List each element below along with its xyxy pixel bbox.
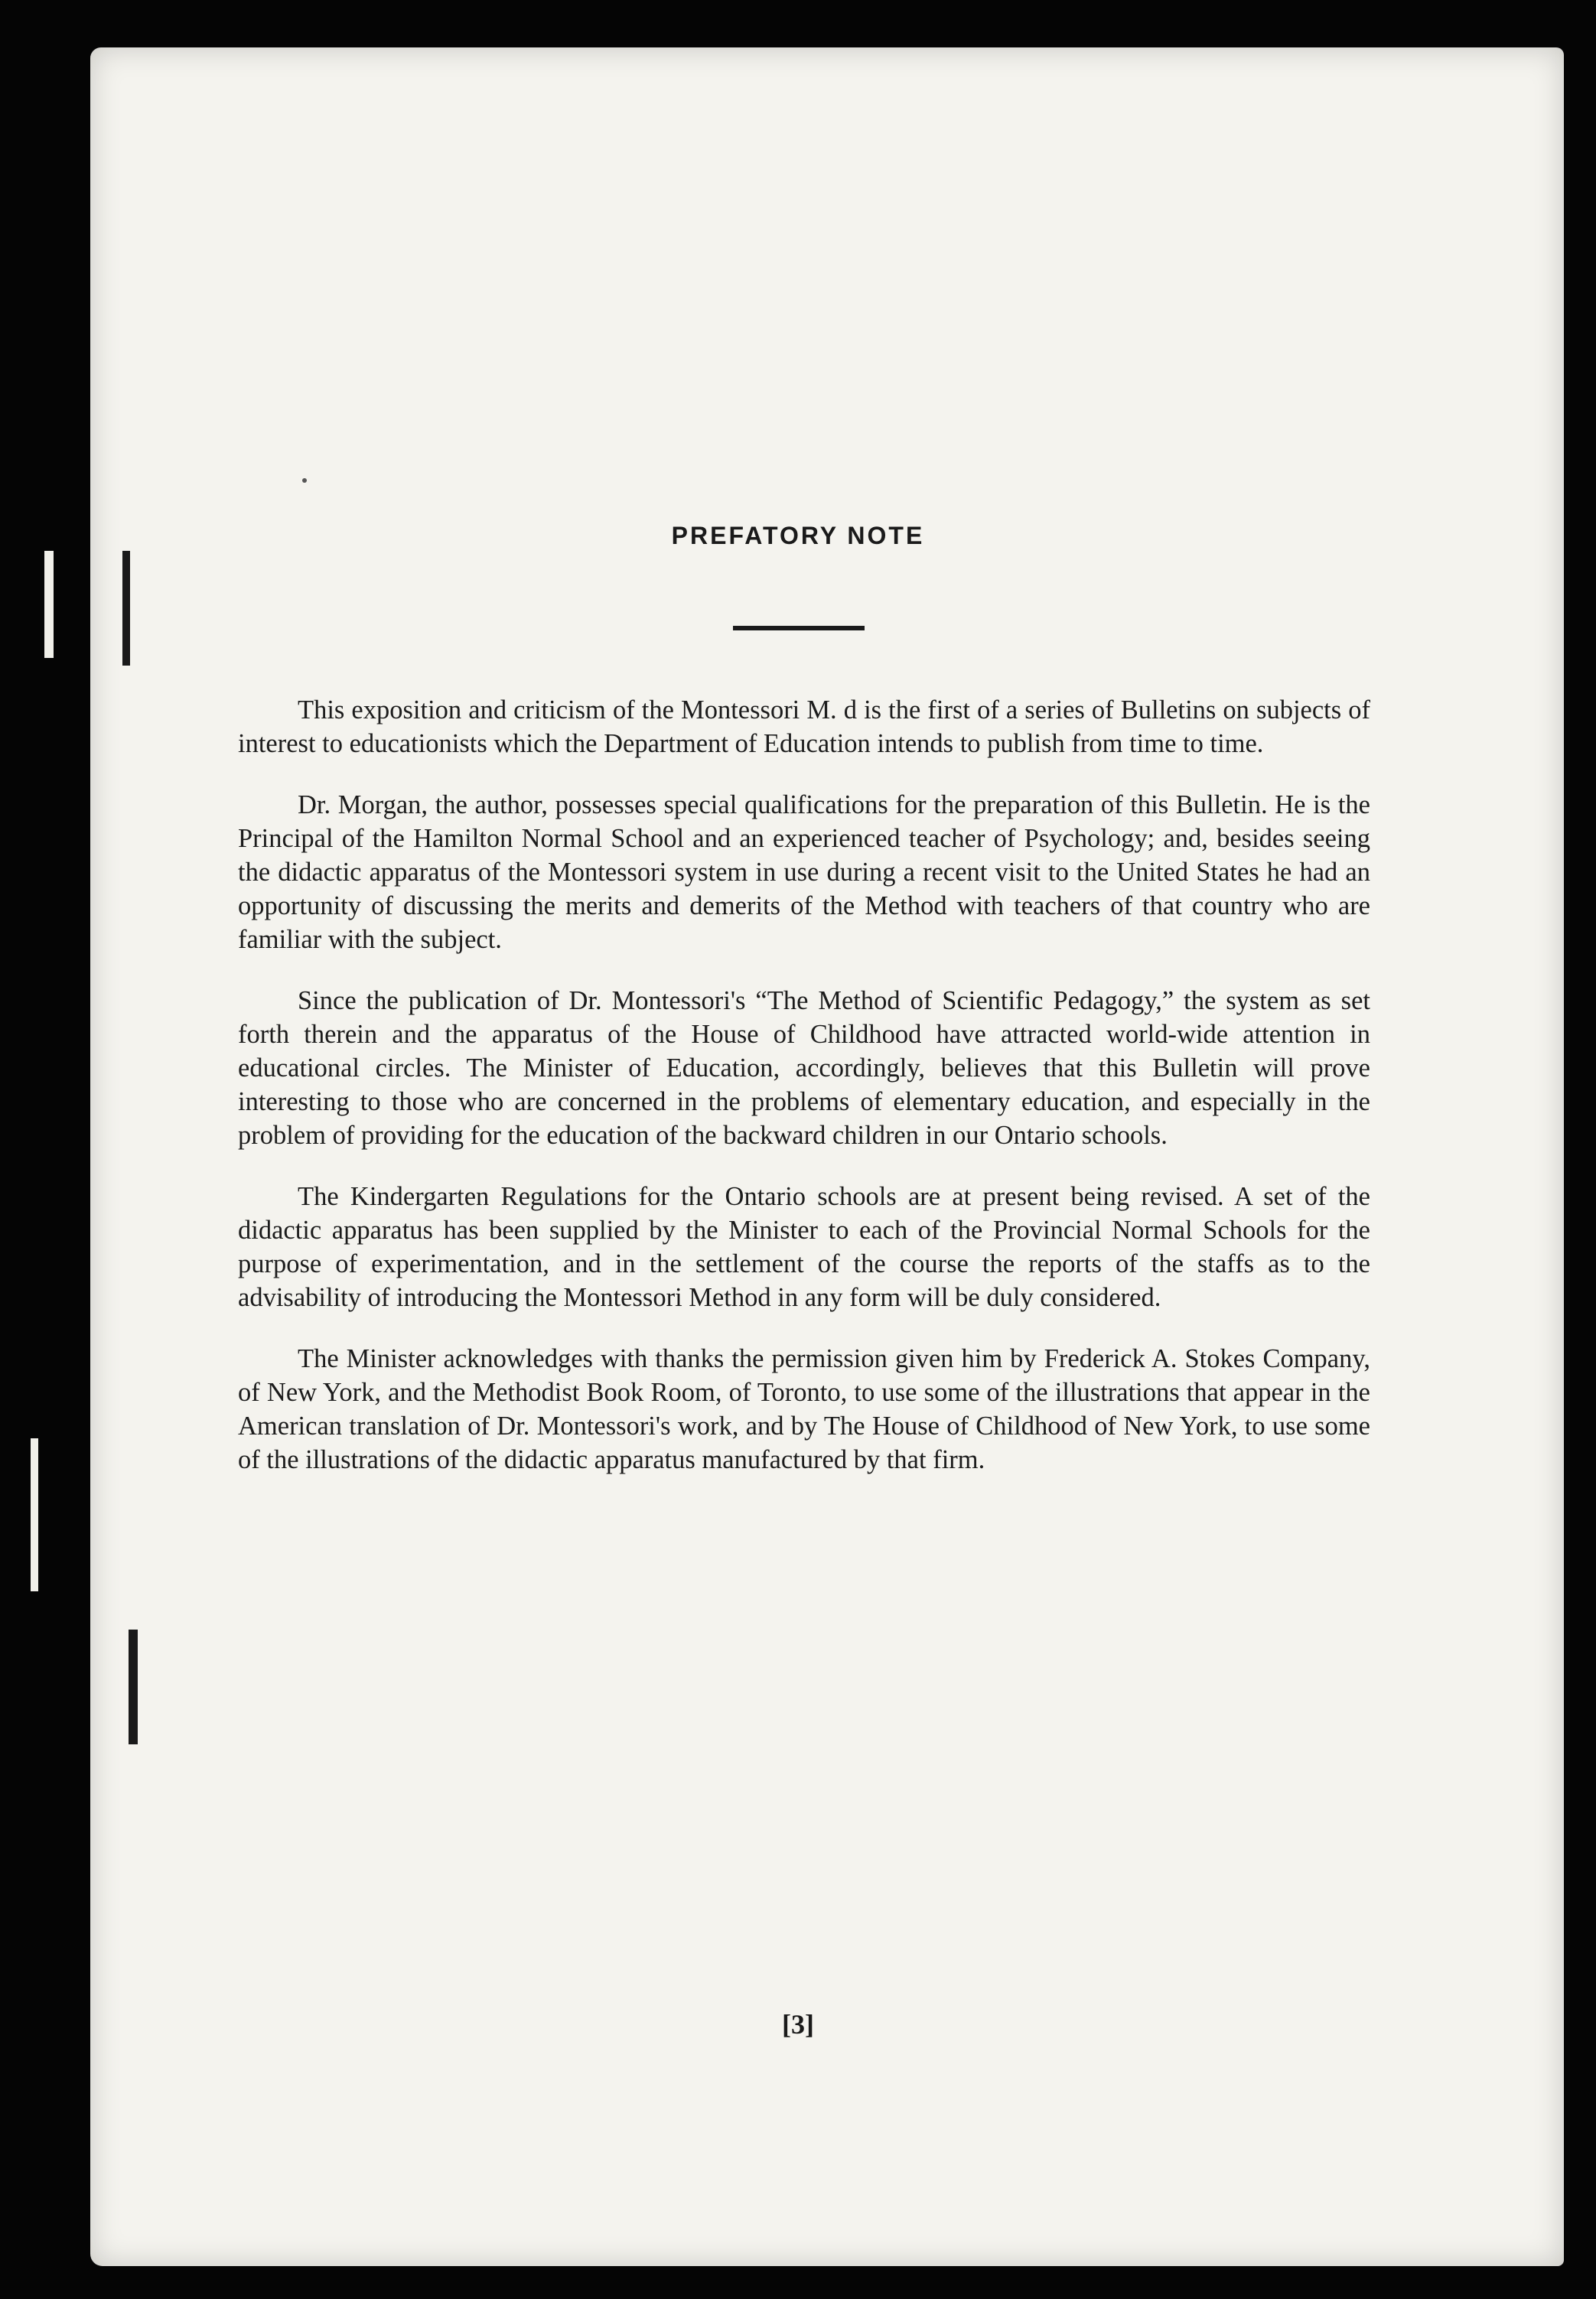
paragraph: The Kindergarten Regulations for the Ontario schools are at present being revised. A set of the didactic apparatus has been supplied by the Minister to each of the Provincial Normal Schools for the purpose of experimentation, and in the settlement of the course the reports of the staffs as to the advisability of introducing the Montessori Method in any form will be duly considered. [238, 1182, 1370, 1312]
paragraph: Dr. Morgan, the author, possesses special qualifications for the preparation of this Bulletin. He is the Principal of the Hamilton Normal School and an experienced teacher of Psychology; and, besides seeing the didactic apparatus of the Montessori system in use during a recent visit to the United States he had an opportunity of discussing the merits and demerits of the Method with teachers of that country who are familiar with the subject. [238, 790, 1370, 954]
paragraph: This exposition and criticism of the Montessori M. d is the first of a series of Bulletins on subjects of interest to educationists which the Department of Education intends to publish from time to time. [238, 695, 1370, 758]
title-divider [733, 626, 865, 630]
page-title: PREFATORY NOTE [671, 522, 925, 549]
scan-edge-artifact [31, 1438, 38, 1591]
binding-mark [129, 1630, 138, 1744]
scan-speck [302, 478, 307, 483]
paragraph: The Minister acknowledges with thanks the permission given him by Frederick A. Stokes Company, of New York, and the Methodist Book Room, of Toronto, to use some of the illustrations that appear in the American translation of Dr. Montessori's work, and by The House of Childhood of New York, to use some of the illustrations of the didactic apparatus manufactured by that firm. [238, 1344, 1370, 1474]
scan-edge-artifact [44, 551, 54, 658]
paragraph: Since the publication of Dr. Montessori's “The Method of Scientific Pedagogy,” the system as set forth therein and the apparatus of the House of Childhood have attracted world-wide attention in educational circles. The Minister of Education, accordingly, believes that this Bulletin will prove interesting to those who are concerned in the problems of elementary education, and especially in the problem of providing for the education of the backward children in our Ontario schools. [238, 986, 1370, 1150]
body-text [238, 693, 1370, 1504]
page-number: [3] [782, 2009, 814, 2040]
binding-mark [122, 551, 130, 666]
